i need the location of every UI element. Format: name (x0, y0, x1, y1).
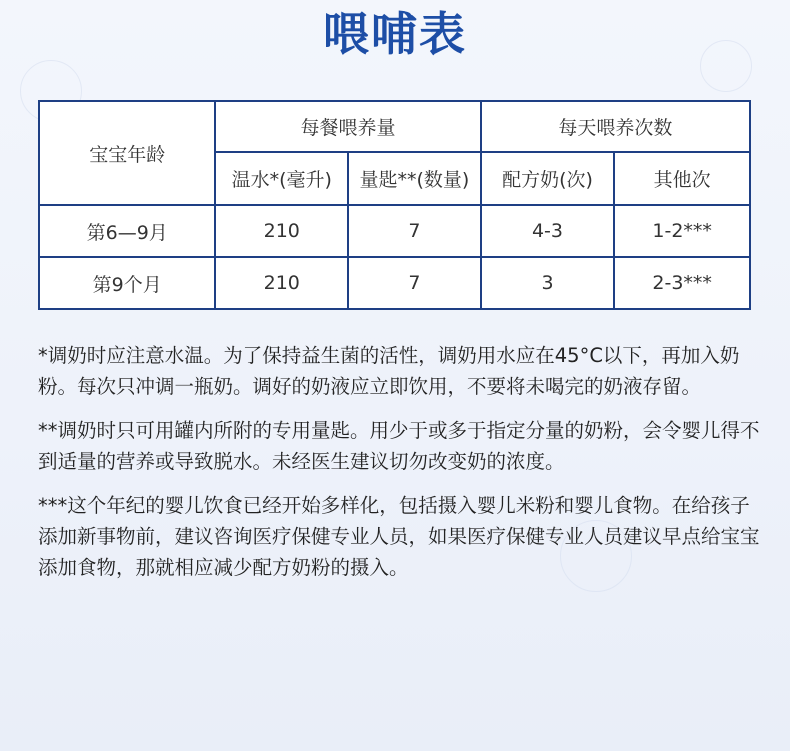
water-column-header: 温水*(毫升) (215, 152, 348, 205)
other-cell: 1-2*** (614, 205, 750, 257)
age-cell: 第9个月 (39, 257, 215, 309)
water-cell: 210 (215, 257, 348, 309)
other-cell: 2-3*** (614, 257, 750, 309)
page-title: 喂哺表 (323, 7, 467, 61)
note-water-temperature: *调奶时应注意水温。为了保持益生菌的活性，调奶用水应在45°C以下，再加入奶粉。每次只冲调一瓶奶。调好的奶液应立即饮用，不要将未喝完的奶液存留。 (38, 344, 740, 398)
other-column-header: 其他次 (614, 152, 750, 205)
times-group-header: 每天喂养次数 (481, 101, 750, 152)
age-header: 宝宝年龄 (39, 101, 215, 205)
note-measuring-spoon: **调奶时只可用罐内所附的专用量匙。用少于或多于指定分量的奶粉，会令婴儿得不到适量的营养或导致脱水。未经医生建议切勿改变奶的浓度。 (38, 419, 760, 473)
formula-cell: 4-3 (481, 205, 615, 257)
spoon-cell: 7 (348, 205, 481, 257)
note-diet-diversification: ***这个年纪的婴儿饮食已经开始多样化，包括摄入婴儿米粉和婴儿食物。在给孩子添加新事物前，建议咨询医疗保健专业人员，如果医疗保健专业人员建议早点给宝宝添加食物，那就相应减少配方奶粉的摄入。 (38, 494, 760, 579)
feeding-table (38, 100, 751, 310)
water-cell: 210 (215, 205, 348, 257)
amount-group-header: 每餐喂养量 (215, 101, 480, 152)
spoon-cell: 7 (348, 257, 481, 309)
table-row (39, 205, 750, 257)
table-header-row (39, 101, 750, 152)
formula-cell: 3 (481, 257, 615, 309)
table-row (39, 257, 750, 309)
notes-section (38, 340, 768, 596)
formula-column-header: 配方奶(次) (481, 152, 615, 205)
age-cell: 第6—9月 (39, 205, 215, 257)
spoon-column-header: 量匙**(数量) (348, 152, 481, 205)
